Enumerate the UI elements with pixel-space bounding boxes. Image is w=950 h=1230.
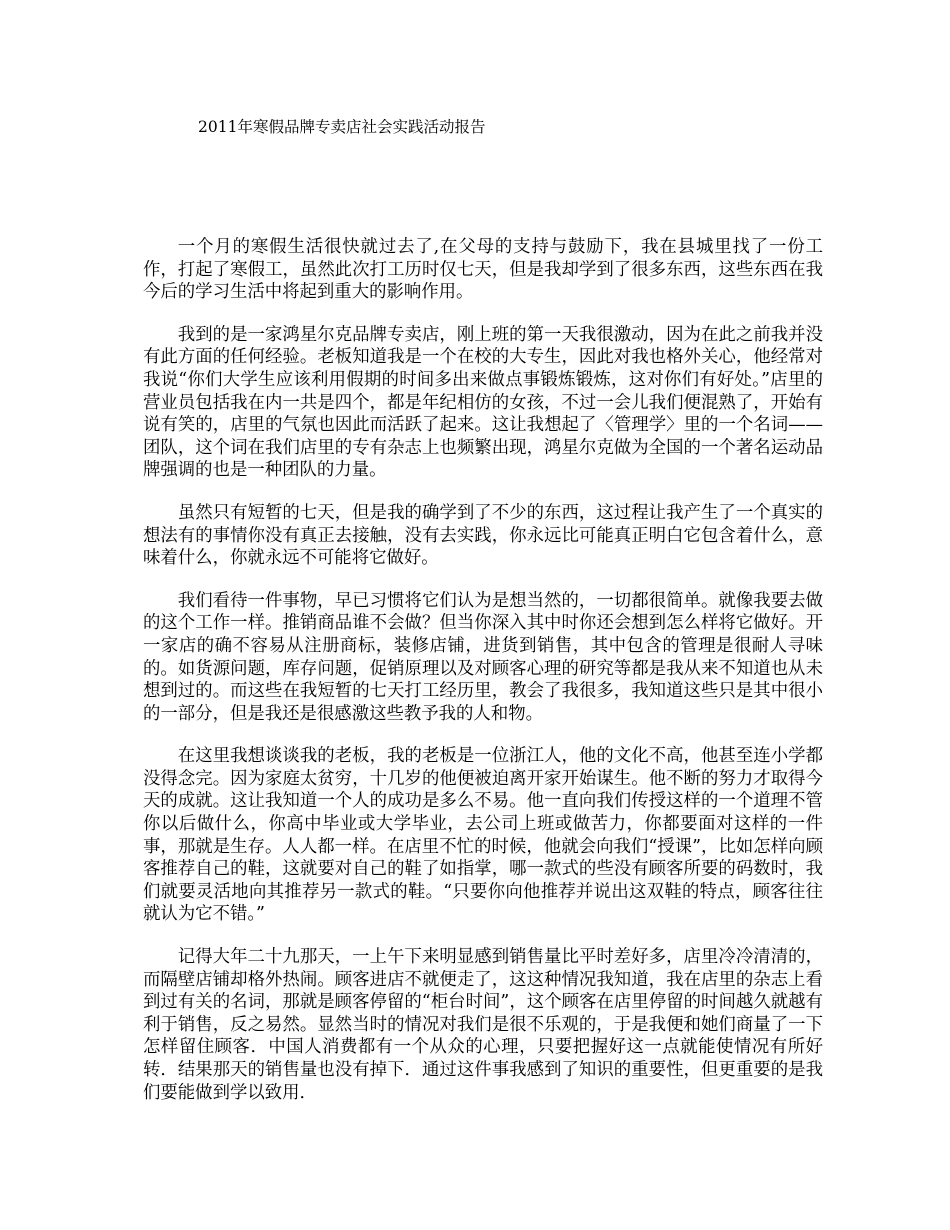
paragraph-6: 记得大年二十九那天，一上午下来明显感到销售量比平时差好多，店里冷冷清清的，而隔壁店铺却格外热闹。顾客进店不就便走了，这这种情况我知道，我在店里的杂志上看到过有关的名词，那就是顾客停留的“柜台时间”，这个顾客在店里停留的时间越久就越有利于销售，反之易然。显然当时的情况对我们是很不乐观的，于是我便和她们商量了一下怎样留住顾客．中国人消费都有一个从众的心理，只要把握好这一点就能使情况有所好转．结果那天的销售量也没有掉下．通过这件事我感到了知识的重要性，但更重要的是我们要能做到学以致用． xyxy=(143,947,823,1103)
paragraph-4: 我们看待一件事物，早已习惯将它们认为是想当然的，一切都很简单。就像我要去做的这个工作一样。推销商品谁不会做？但当你深入其中时你还会想到怎么样将它做好。开一家店的确不容易从注册商标，装修店铺，进货到销售，其中包含的管理是很耐人寻味的。如货源问题，库存问题，促销原理以及对顾客心理的研究等都是我从来不知道也从未想到过的。而这些在我短暂的七天打工经历里，教会了我很多，我知道这些只是其中很小的一部分，但是我还是很感激这些教予我的人和物。 xyxy=(143,590,823,724)
document-body xyxy=(143,236,823,1124)
paragraph-2: 我到的是一家鸿星尔克品牌专卖店，刚上班的第一天我很激动，因为在此之前我并没有此方面的任何经验。老板知道我是一个在校的大专生，因此对我也格外关心，他经常对我说“你们大学生应该利用假期的时间多出来做点事锻炼锻炼，这对你们有好处。”店里的营业员包括我在内一共是四个，都是年纪相仿的女孩，不过一会儿我们便混熟了，开始有说有笑的，店里的气氛也因此而活跃了起来。这让我想起了〈管理学〉里的一个名词——团队，这个词在我们店里的专有杂志上也频繁出现，鸿星尔克做为全国的一个著名运动品牌强调的也是一种团队的力量。 xyxy=(143,324,823,481)
paragraph-3: 虽然只有短暂的七天，但是我的确学到了不少的东西，这过程让我产生了一个真实的想法有的事情你没有真正去接触，没有去实践，你永远比可能真正明白它包含着什么，意味着什么，你就永远不可能将它做好。 xyxy=(143,502,823,569)
paragraph-1: 一个月的寒假生活很快就过去了,在父母的支持与鼓励下，我在县城里找了一份工作，打起了寒假工，虽然此次打工历时仅七天，但是我却学到了很多东西，这些东西在我今后的学习生活中将起到重大的影响作用。 xyxy=(143,237,823,303)
paragraph-5: 在这里我想谈谈我的老板，我的老板是一位浙江人，他的文化不高，他甚至连小学都没得念完。因为家庭太贫穷，十几岁的他便被迫离开家开始谋生。他不断的努力才取得今天的成就。这让我知道一个人的成功是多么不易。他一直向我们传授这样的一个道理不管你以后做什么，你高中毕业或大学毕业，去公司上班或做苦力，你都要面对这样的一件事，那就是生存。人人都一样。在店里不忙的时候，他就会向我们“授课”，比如怎样向顾客推荐自己的鞋，这就要对自己的鞋了如指掌，哪一款式的些没有顾客所要的码数时，我们就要灵活地向其推荐另一款式的鞋。“只要你向他推荐并说出这双鞋的特点，顾客往往就认为它不错。” xyxy=(143,746,823,925)
document-title: 2011年寒假品牌专卖店社会实践活动报告 xyxy=(198,118,486,136)
